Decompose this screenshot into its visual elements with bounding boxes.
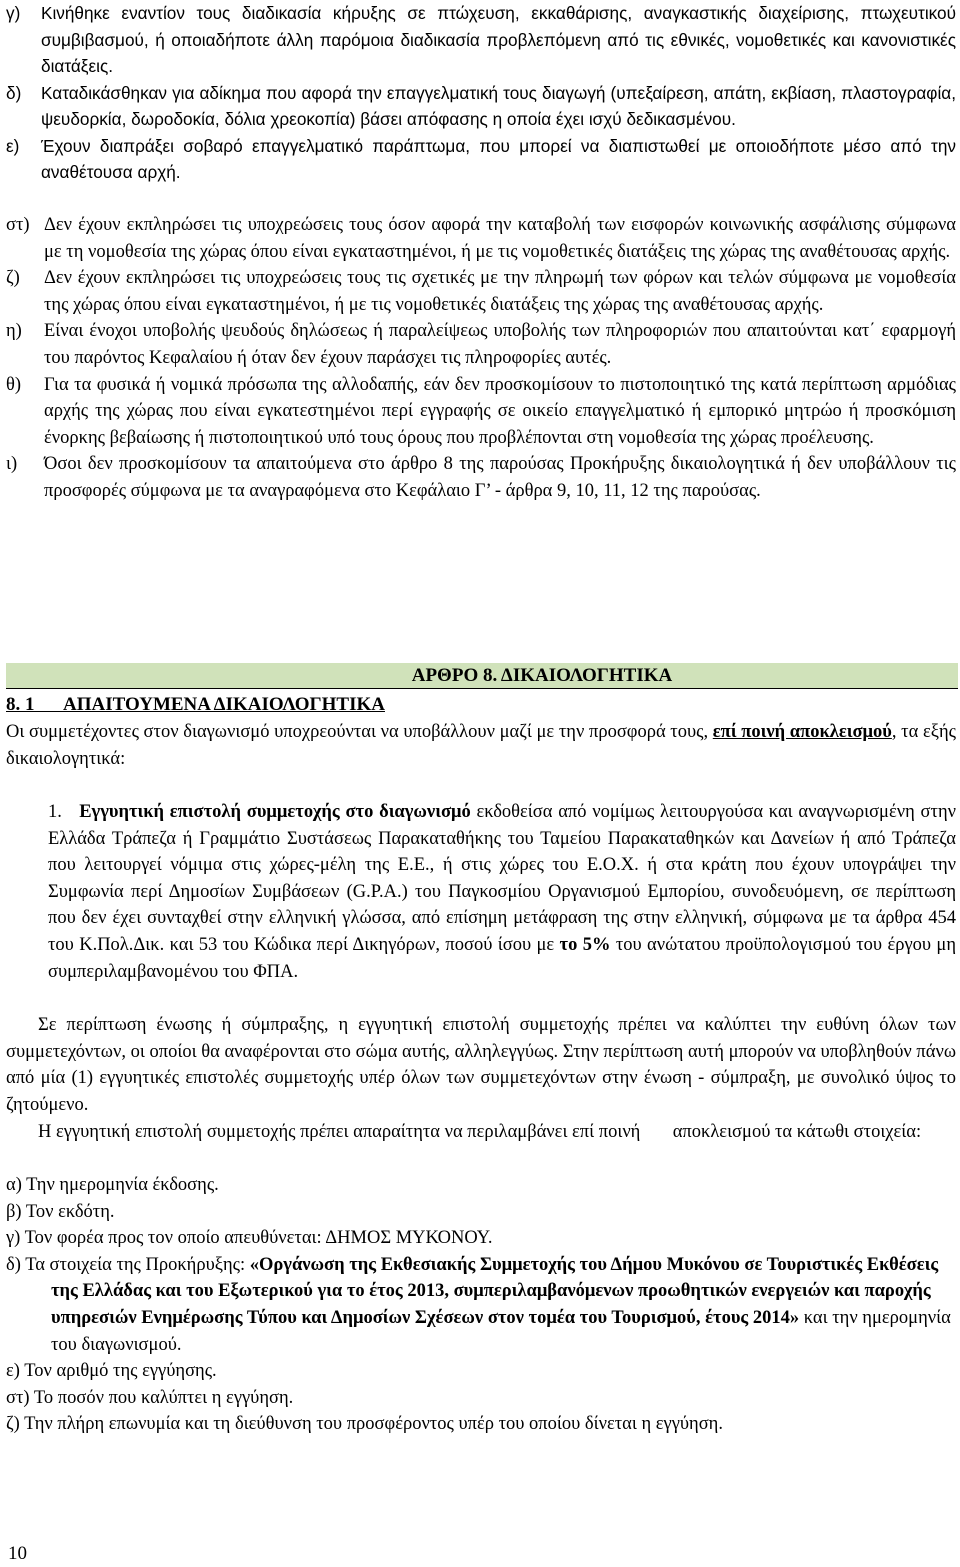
list-item	[6, 451, 956, 504]
list-item	[6, 1358, 956, 1385]
item-text: Για τα φυσικά ή νομικά πρόσωπα της αλλοδαπής, εάν δεν προσκομίσουν το πιστοποιητικό της κατά περίπτωση αρμόδιας αρχής της χώρας που είναι εγκατεστημένοι περί εγγραφής σε οικείο επαγγελματικό ή εμπορικό μητρώο ή προσκόμιση ένορκης βεβαίωσης ή πιστοποιητικού υπό τους όρους που προβλέπονται στη νομοθεσία της χώρας προέλευσης.	[44, 374, 956, 448]
list-item	[6, 1225, 956, 1252]
point-1-body	[48, 799, 956, 985]
list-item	[6, 318, 956, 371]
item-text: Καταδικάσθηκαν για αδίκημα που αφορά την επαγγελματική τους διαγωγή (υπεξαίρεση, απάτη, εκβίαση, πλαστογραφία, ψευδορκία, δωροδοκία, δόλια χρεοκοπία) βάσει απόφασης η οποία έχει ισχύ δεδικασμένου.	[41, 82, 956, 129]
exclusion-list-b	[6, 212, 956, 505]
point-bold: Εγγυητική επιστολή συμμετοχής στο διαγωνισμό	[79, 802, 471, 822]
item-text: Όσοι δεν προσκομίσουν τα απαιτούμενα στο άρθρο 8 της παρούσας Προκήρυξης δικαιολογητικά ή δεν υποβάλλουν τις προσφορές σύμφωνα με τα αναγραφόμενα στο Κεφάλαιο Γ’ - άρθρα 9, 10, 11, 12 της παρούσας.	[44, 454, 956, 501]
item-label: ζ)	[6, 268, 20, 289]
list-item	[6, 80, 956, 133]
item-label: ι)	[6, 454, 18, 475]
intro-underlined: επί ποινή αποκλεισμού	[712, 722, 892, 742]
list-item	[6, 1385, 956, 1412]
list-item	[6, 212, 956, 265]
item-label: ζ)	[6, 1414, 20, 1435]
item-label: δ)	[6, 1254, 21, 1275]
article-heading	[6, 663, 958, 689]
item-text: Τον φορέα προς τον οποίο απευθύνεται: ΔΗΜΟΣ ΜΥΚΟΝΟΥ.	[24, 1228, 493, 1249]
item-text: Κινήθηκε εναντίον τους διαδικασία κήρυξης σε πτώχευση, εκκαθάρισης, αναγκαστικής διαχείρισης, πτωχευτικού συμβιβασμού, ή οποιαδήποτε άλλη παρόμοια διαδικασία προβλεπόμενη από τις εθνικές, νομοθετικές και κανονιστικές διατάξεις.	[41, 3, 956, 76]
item-label: στ)	[6, 1387, 30, 1408]
item-text: Το ποσόν που καλύπτει η εγγύηση.	[33, 1387, 294, 1408]
point-text: εκδοθείσα από νομίμως λειτουργούσα και αναγνωρισμένη στην Ελλάδα Τράπεζα ή Γραμμάτιο Συστάσεως Παρακαταθήκης του Ταμείου Παρακαταθηκών και Δανείων ή από Τράπεζα που λειτουργεί νόμιμα στις χώρες-μέλη της Ε.Ε., ή στις χώρες του Ε.Ο.Χ. ή στα κράτη που έχουν υπογράψει την Συμφωνία περί Δημοσίων Συμβάσεων (G.P.A.) του Παγκοσμίου Οργανισμού Εμπορίου, συνοδευόμενη, σε περίπτωση που δεν έχει συνταχθεί στην ελληνική γλώσσα, από επίσημη μετάφραση της στην ελληνική, σύμφωνα με τα άρθρα 454 του Κ.Πολ.Δικ. και 53 του Κώδικα περί Δικηγόρων, ποσού ίσου με	[48, 802, 957, 955]
joint-paragraph	[6, 1012, 956, 1118]
item-label: η)	[6, 321, 22, 342]
item-tail: και την ημερομηνία του διαγωνισμού.	[51, 1307, 951, 1355]
section-heading	[6, 692, 956, 719]
item-text: Τον εκδότη.	[25, 1201, 115, 1222]
list-item	[6, 1199, 956, 1226]
exclusion-list-a	[6, 0, 956, 186]
page-number: 10	[8, 1543, 27, 1564]
section-title: ΑΠΑΙΤΟΥΜΕΝΑ ΔΙΚΑΙΟΛΟΓΗΤΙΚΑ	[63, 694, 385, 715]
item-bold: «Οργάνωση της Εκθεσιακής Συμμετοχής του Δήμου Μυκόνου σε Τουριστικές Εκθέσεις της Ελλάδας και του Εξωτερικού για το έτος 2013, συμπεριλαμβανόμενων προωθητικών ενεργειών και παροχής υπηρεσιών Ενημέρωσης Τύπου και Δημοσίων Σχέσεων στον τομέα του Τουρισμού, έτους 2014»	[51, 1254, 939, 1328]
joint-text: Σε περίπτωση ένωσης ή σύμπραξης, η εγγυητική επιστολή συμμετοχής πρέπει να καλύπτει την ευθύνη όλων των συμμετεχόντων, οι οποίοι θα αναφέρονται στο σώμα αυτής, αλληλεγγύως. Στην περίπτωση αυτή μπορούν να υποβληθούν πάνω από μία (1) εγγυητικές επιστολές συμμετοχής υπέρ όλων των συμμετεχόντων στην ένωση - σύμπραξη, με συνολικό ύψος το ζητούμενο.	[6, 1015, 956, 1115]
list-item	[6, 372, 956, 452]
point-number: 1.	[48, 802, 62, 822]
item-label: β)	[6, 1201, 22, 1222]
item-label: α)	[6, 1175, 22, 1195]
item-label: γ)	[6, 1228, 21, 1249]
point-percent: το 5%	[559, 934, 611, 955]
item-label: στ)	[6, 215, 30, 235]
list-item	[6, 133, 956, 186]
item-text: Τον αριθμό της εγγύησης.	[24, 1361, 217, 1382]
list-item	[6, 1172, 956, 1199]
must-include-text: Η εγγυητική επιστολή συμμετοχής πρέπει απαραίτητα να περιλαμβάνει επί ποινή αποκλεισμού τα κάτωθι στοιχεία:	[38, 1122, 922, 1142]
item-text: Την πλήρη επωνυμία και τη διεύθυνση του προσφέροντος υπέρ του οποίου δίνεται η εγγύηση.	[24, 1414, 723, 1435]
item-text: Την ημερομηνία έκδοσης.	[26, 1175, 219, 1195]
point-1	[6, 799, 956, 985]
item-text: Έχουν διαπράξει σοβαρό επαγγελματικό παράπτωμα, που μπορεί να διαπιστωθεί με οποιοδήποτε μέσο από την αναθέτουσα αρχή.	[41, 135, 956, 182]
list-item	[6, 1411, 956, 1438]
item-label: δ)	[6, 82, 22, 103]
section-number: 8. 1	[6, 694, 35, 715]
item-label: ε)	[6, 1361, 20, 1382]
list-item	[6, 0, 956, 80]
list-item	[6, 265, 956, 318]
item-lead: Τα στοιχεία της Προκήρυξης:	[25, 1254, 250, 1275]
item-label: γ)	[6, 3, 21, 23]
article-title: ΑΡΘΡΟ 8. ΔΙΚΑΙΟΛΟΓΗΤΙΚΑ	[411, 665, 673, 686]
guarantee-elements	[6, 1172, 956, 1438]
list-item	[6, 1252, 956, 1358]
intro-paragraph	[6, 719, 956, 772]
item-text: Δεν έχουν εκπληρώσει τις υποχρεώσεις τους τις σχετικές με την πληρωμή των φόρων και τελών σύμφωνα με νομοθεσία της χώρας όπου είναι εγκαταστημένοι, ή με τις νομοθετικές διατάξεις της χώρας της αναθέτουσας αρχής.	[44, 268, 956, 315]
point-end: του ανώτατου προϋπολογισμού του έργου μη συμπεριλαμβανομένου του ΦΠΑ.	[48, 934, 957, 982]
item-label: ε)	[6, 135, 20, 156]
item-text: Είναι ένοχοι υποβολής ψευδούς δηλώσεως ή παραλείψεως υποβολής των πληροφοριών που απαιτούνται κατ΄ εφαρμογή του παρόντος Κεφαλαίου ή όταν δεν έχουν παράσχει τις πληροφορίες αυτές.	[44, 321, 956, 368]
intro-text: Οι συμμετέχοντες στον διαγωνισμό υποχρεούνται να υποβάλλουν μαζί με την προσφορά τους,	[6, 722, 713, 742]
item-text: Δεν έχουν εκπληρώσει τις υποχρεώσεις τους όσον αφορά την καταβολή των εισφορών κοινωνικής ασφάλισης σύμφωνα με τη νομοθεσία της χώρας όπου είναι εγκαταστημένοι, ή με τις νομοθετικές διατάξεις της χώρας της αναθέτουσας αρχής.	[44, 215, 956, 262]
must-include-paragraph	[6, 1119, 956, 1146]
item-label: θ)	[6, 374, 22, 395]
intro-tail: , τα εξής δικαιολογητικά:	[6, 722, 956, 769]
